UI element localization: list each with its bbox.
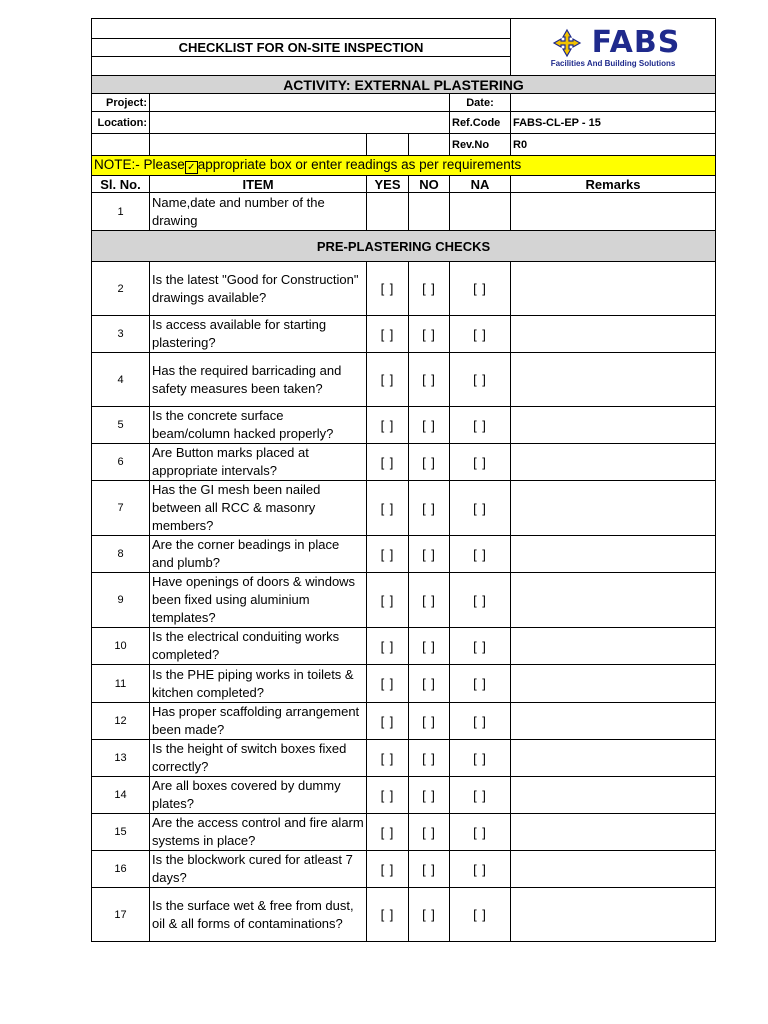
location-field[interactable] (150, 112, 450, 134)
item-text: Is the latest "Good for Construction" drawings available? (150, 262, 367, 316)
item-text: Are Button marks placed at appropriate intervals? (150, 444, 367, 481)
table-row (92, 888, 716, 942)
company-logo (511, 19, 716, 76)
activity-heading: ACTIVITY: EXTERNAL PLASTERING (92, 76, 716, 94)
yes-checkbox[interactable]: [ ] (367, 703, 409, 740)
blank-cell (367, 134, 409, 156)
no-checkbox[interactable]: [ ] (409, 888, 450, 942)
table-row (92, 262, 716, 316)
table-row (92, 851, 716, 888)
row-number: 15 (92, 814, 150, 851)
no-checkbox[interactable]: [ ] (409, 353, 450, 407)
na-checkbox[interactable]: [ ] (450, 407, 511, 444)
no-checkbox[interactable]: [ ] (409, 665, 450, 703)
location-label: Location: (92, 112, 150, 134)
no-checkbox[interactable]: [ ] (409, 481, 450, 536)
no-checkbox[interactable]: [ ] (409, 740, 450, 777)
item-text: Is access available for starting plastering? (150, 316, 367, 353)
remarks-cell[interactable] (511, 740, 716, 777)
yes-checkbox[interactable]: [ ] (367, 536, 409, 573)
na-checkbox[interactable]: [ ] (450, 703, 511, 740)
col-header-remarks: Remarks (511, 176, 716, 193)
item-text: Is the height of switch boxes fixed correctly? (150, 740, 367, 777)
table-row (92, 628, 716, 665)
compass-arrows-icon (546, 28, 588, 58)
row-number: 16 (92, 851, 150, 888)
remarks-cell[interactable] (511, 316, 716, 353)
na-checkbox[interactable]: [ ] (450, 536, 511, 573)
table-row (92, 814, 716, 851)
section-heading: PRE-PLASTERING CHECKS (92, 231, 716, 262)
page-title: CHECKLIST FOR ON-SITE INSPECTION (92, 39, 511, 57)
no-checkbox[interactable]: [ ] (409, 703, 450, 740)
date-label: Date: (450, 94, 511, 112)
row-number: 2 (92, 262, 150, 316)
na-checkbox[interactable]: [ ] (450, 814, 511, 851)
item-text: Is the electrical conduiting works completed? (150, 628, 367, 665)
inspection-checklist-table (91, 18, 716, 942)
table-row (92, 536, 716, 573)
remarks-cell[interactable] (511, 262, 716, 316)
no-checkbox[interactable]: [ ] (409, 777, 450, 814)
item-text: Has the GI mesh been nailed between all RCC & masonry members? (150, 481, 367, 536)
row-number: 14 (92, 777, 150, 814)
na-checkbox[interactable]: [ ] (450, 262, 511, 316)
na-checkbox[interactable]: [ ] (450, 740, 511, 777)
row-number: 3 (92, 316, 150, 353)
date-field[interactable] (511, 94, 716, 112)
remarks-cell[interactable] (511, 481, 716, 536)
table-row (92, 665, 716, 703)
table-row (92, 444, 716, 481)
remarks-cell[interactable] (511, 665, 716, 703)
blank-cell (150, 134, 367, 156)
checklist-rows (92, 262, 716, 942)
na-checkbox[interactable]: [ ] (450, 665, 511, 703)
yes-checkbox[interactable]: [ ] (367, 628, 409, 665)
yes-checkbox[interactable]: [ ] (367, 444, 409, 481)
row-number: 11 (92, 665, 150, 703)
item-text: Are the corner beadings in place and plumb? (150, 536, 367, 573)
title-spacer-bottom (92, 57, 511, 76)
yes-checkbox[interactable]: [ ] (367, 851, 409, 888)
remarks-cell[interactable] (511, 888, 716, 942)
note-banner (92, 156, 716, 176)
table-row (92, 573, 716, 628)
table-row (92, 407, 716, 444)
row-number: 17 (92, 888, 150, 942)
item-text: Name,date and number of the drawing (150, 193, 367, 231)
na-checkbox[interactable]: [ ] (450, 444, 511, 481)
yes-checkbox[interactable]: [ ] (367, 353, 409, 407)
item-text: Is the surface wet & free from dust, oil & all forms of contaminations? (150, 888, 367, 942)
na-checkbox[interactable]: [ ] (450, 628, 511, 665)
no-checkbox[interactable]: [ ] (409, 536, 450, 573)
col-header-item: ITEM (150, 176, 367, 193)
item-text: Is the concrete surface beam/column hacked properly? (150, 407, 367, 444)
row-number: 6 (92, 444, 150, 481)
col-header-no: NO (409, 176, 450, 193)
remarks-cell[interactable] (511, 536, 716, 573)
no-checkbox[interactable]: [ ] (409, 444, 450, 481)
row-number: 7 (92, 481, 150, 536)
logo-tagline: Facilities And Building Solutions (550, 59, 676, 68)
item-text: Are the access control and fire alarm systems in place? (150, 814, 367, 851)
table-row (92, 316, 716, 353)
checkmark-box-icon: ✓ (185, 161, 198, 174)
revno-value: R0 (511, 134, 716, 156)
remarks-cell[interactable] (511, 851, 716, 888)
na-checkbox[interactable]: [ ] (450, 777, 511, 814)
yes-checkbox[interactable]: [ ] (367, 481, 409, 536)
yes-cell[interactable] (367, 193, 409, 231)
refcode-value: FABS-CL-EP - 15 (511, 112, 716, 134)
remarks-cell[interactable] (511, 814, 716, 851)
no-checkbox[interactable]: [ ] (409, 851, 450, 888)
row-number: 10 (92, 628, 150, 665)
row-number: 13 (92, 740, 150, 777)
yes-checkbox[interactable]: [ ] (367, 777, 409, 814)
table-row (92, 740, 716, 777)
yes-checkbox[interactable]: [ ] (367, 665, 409, 703)
na-checkbox[interactable]: [ ] (450, 888, 511, 942)
na-checkbox[interactable]: [ ] (450, 481, 511, 536)
remarks-cell[interactable] (511, 407, 716, 444)
item-text: Is the PHE piping works in toilets & kitchen completed? (150, 665, 367, 703)
no-cell[interactable] (409, 193, 450, 231)
remarks-cell[interactable] (511, 444, 716, 481)
remarks-cell[interactable] (511, 703, 716, 740)
na-checkbox[interactable]: [ ] (450, 316, 511, 353)
remarks-cell[interactable] (511, 573, 716, 628)
logo-wordmark: FABS (591, 25, 681, 60)
no-checkbox[interactable]: [ ] (409, 407, 450, 444)
na-checkbox[interactable]: [ ] (450, 851, 511, 888)
row-number: 9 (92, 573, 150, 628)
no-checkbox[interactable]: [ ] (409, 814, 450, 851)
yes-checkbox[interactable]: [ ] (367, 814, 409, 851)
table-row (92, 481, 716, 536)
no-checkbox[interactable]: [ ] (409, 573, 450, 628)
project-label: Project: (92, 94, 150, 112)
col-header-yes: YES (367, 176, 409, 193)
row-number: 8 (92, 536, 150, 573)
revno-label: Rev.No (450, 134, 511, 156)
row-number: 5 (92, 407, 150, 444)
row-number: 4 (92, 353, 150, 407)
item-text: Has proper scaffolding arrangement been made? (150, 703, 367, 740)
remarks-cell[interactable] (511, 777, 716, 814)
project-field[interactable] (150, 94, 450, 112)
table-row (92, 703, 716, 740)
blank-cell (409, 134, 450, 156)
col-header-sl: Sl. No. (92, 176, 150, 193)
row-number: 1 (92, 193, 150, 231)
item-text: Is the blockwork cured for atleast 7 days? (150, 851, 367, 888)
note-suffix: appropriate box or enter readings as per requirements (197, 157, 522, 172)
yes-checkbox[interactable]: [ ] (367, 262, 409, 316)
yes-checkbox[interactable]: [ ] (367, 573, 409, 628)
title-spacer-top (92, 19, 511, 39)
item-text: Have openings of doors & windows been fixed using aluminium templates? (150, 573, 367, 628)
col-header-na: NA (450, 176, 511, 193)
row-number: 12 (92, 703, 150, 740)
note-prefix: NOTE:- Please (94, 157, 185, 172)
yes-checkbox[interactable]: [ ] (367, 407, 409, 444)
yes-checkbox[interactable]: [ ] (367, 316, 409, 353)
remarks-cell[interactable] (511, 353, 716, 407)
no-checkbox[interactable]: [ ] (409, 316, 450, 353)
no-checkbox[interactable]: [ ] (409, 628, 450, 665)
table-row (92, 353, 716, 407)
item-text: Has the required barricading and safety measures been taken? (150, 353, 367, 407)
refcode-label: Ref.Code (450, 112, 511, 134)
blank-cell (92, 134, 150, 156)
yes-checkbox[interactable]: [ ] (367, 888, 409, 942)
remarks-cell[interactable] (511, 628, 716, 665)
yes-checkbox[interactable]: [ ] (367, 740, 409, 777)
remarks-cell[interactable] (511, 193, 716, 231)
item-text: Are all boxes covered by dummy plates? (150, 777, 367, 814)
table-row (92, 777, 716, 814)
no-checkbox[interactable]: [ ] (409, 262, 450, 316)
na-checkbox[interactable]: [ ] (450, 353, 511, 407)
na-cell[interactable] (450, 193, 511, 231)
na-checkbox[interactable]: [ ] (450, 573, 511, 628)
